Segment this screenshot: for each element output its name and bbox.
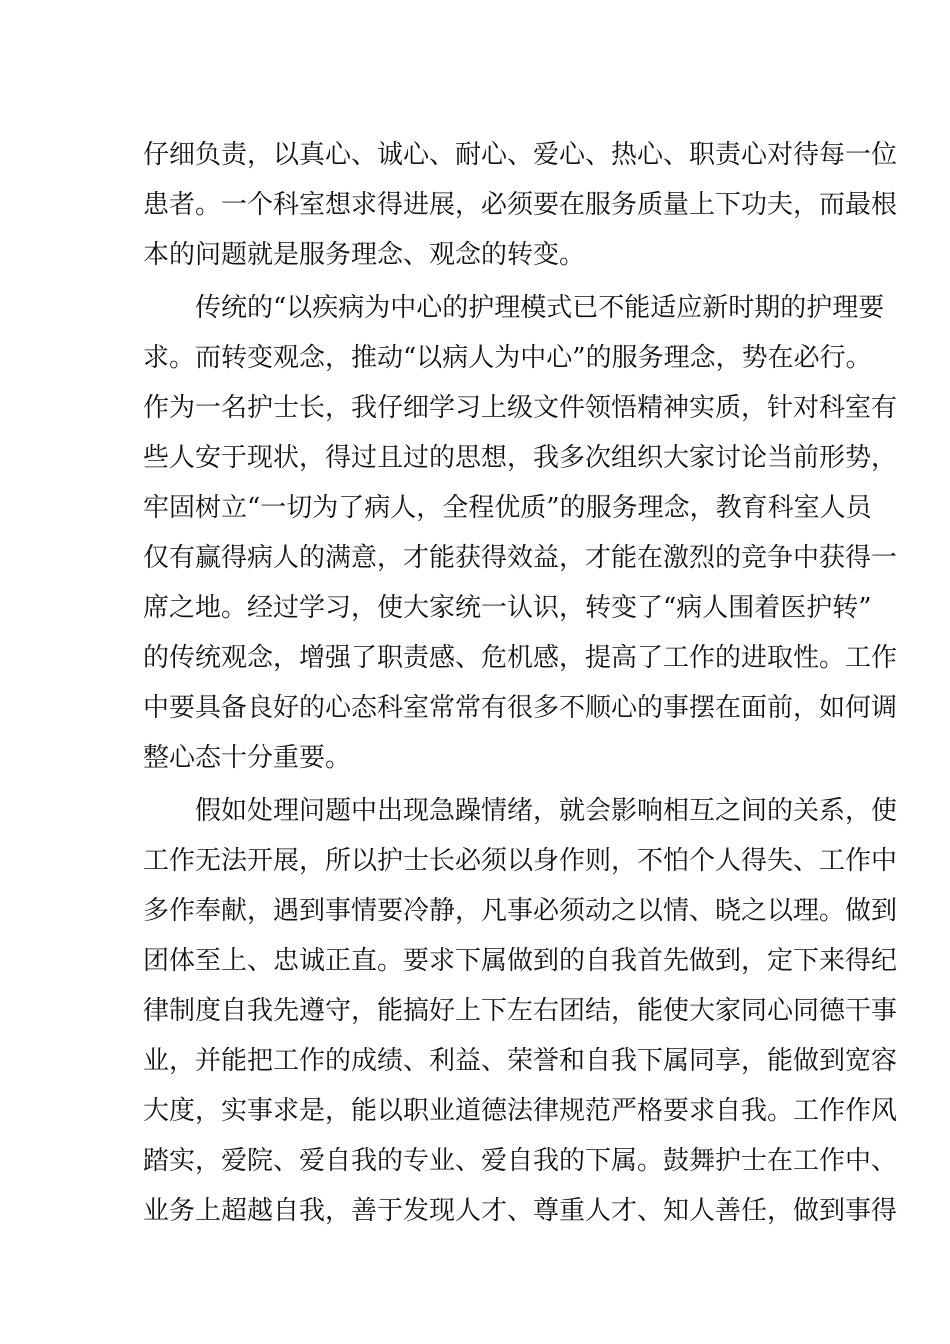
paragraph-3 (143, 786, 898, 1236)
paragraph-line: 的传统观念，增强了职责感、危机感，提高了工作的进取性。工作 (143, 643, 898, 673)
paragraph-line: 踏实，爱院、爱自我的专业、爱自我的下属。鼓舞护士在工作中、 (143, 1146, 898, 1176)
paragraph-line: 本的问题就是服务理念、观念的转变。 (143, 240, 586, 270)
paragraph-line: 仔细负责，以真心、诚心、耐心、爱心、热心、职责心对待每一位 (143, 140, 898, 170)
paragraph-line: 作为一名护士长，我仔细学习上级文件领悟精神实质，针对科室有 (143, 393, 898, 423)
paragraph-line: 大度，实事求是，能以职业道德法律规范严格要求自我。工作作风 (143, 1096, 898, 1126)
paragraph-line: 业务上超越自我，善于发现人才、尊重人才、知人善任，做到事得 (143, 1196, 898, 1226)
paragraph-line: 团体至上、忠诚正直。要求下属做到的自我首先做到，定下来得纪 (143, 946, 898, 976)
paragraph-line: 传统的“以疾病为中心的护理模式已不能适应新时期的护理要 (195, 293, 885, 323)
paragraph-line: 仅有赢得病人的满意，才能获得效益，才能在激烈的竞争中获得一 (143, 543, 898, 573)
paragraph-line: 牢固树立“一切为了病人，全程优质”的服务理念，教育科室人员 (143, 493, 872, 523)
paragraph-line: 假如处理问题中出现急躁情绪，就会影响相互之间的关系，使 (195, 796, 898, 826)
paragraph-line: 求。而转变观念，推动“以病人为中心”的服务理念，势在必行。 (143, 343, 872, 373)
document-body (143, 130, 898, 1236)
paragraph-line: 中要具备良好的心态科室常常有很多不顺心的事摆在面前，如何调 (143, 693, 898, 723)
paragraph-1 (143, 130, 898, 280)
paragraph-line: 多作奉献，遇到事情要冷静，凡事必须动之以情、晓之以理。做到 (143, 896, 898, 926)
paragraph-line: 业，并能把工作的成绩、利益、荣誉和自我下属同享，能做到宽容 (143, 1046, 898, 1076)
paragraph-line: 工作无法开展，所以护士长必须以身作则，不怕个人得失、工作中 (143, 846, 898, 876)
paragraph-line: 席之地。经过学习，使大家统一认识，转变了“病人围着医护转” (143, 593, 872, 623)
paragraph-line: 患者。一个科室想求得进展，必须要在服务质量上下功夫，而最根 (143, 190, 898, 220)
paragraph-line: 整心态十分重要。 (143, 743, 352, 773)
paragraph-line: 律制度自我先遵守，能搞好上下左右团结，能使大家同心同德干事 (143, 996, 898, 1026)
paragraph-line: 些人安于现状，得过且过的思想，我多次组织大家讨论当前形势， (143, 443, 898, 473)
paragraph-2 (143, 283, 898, 783)
